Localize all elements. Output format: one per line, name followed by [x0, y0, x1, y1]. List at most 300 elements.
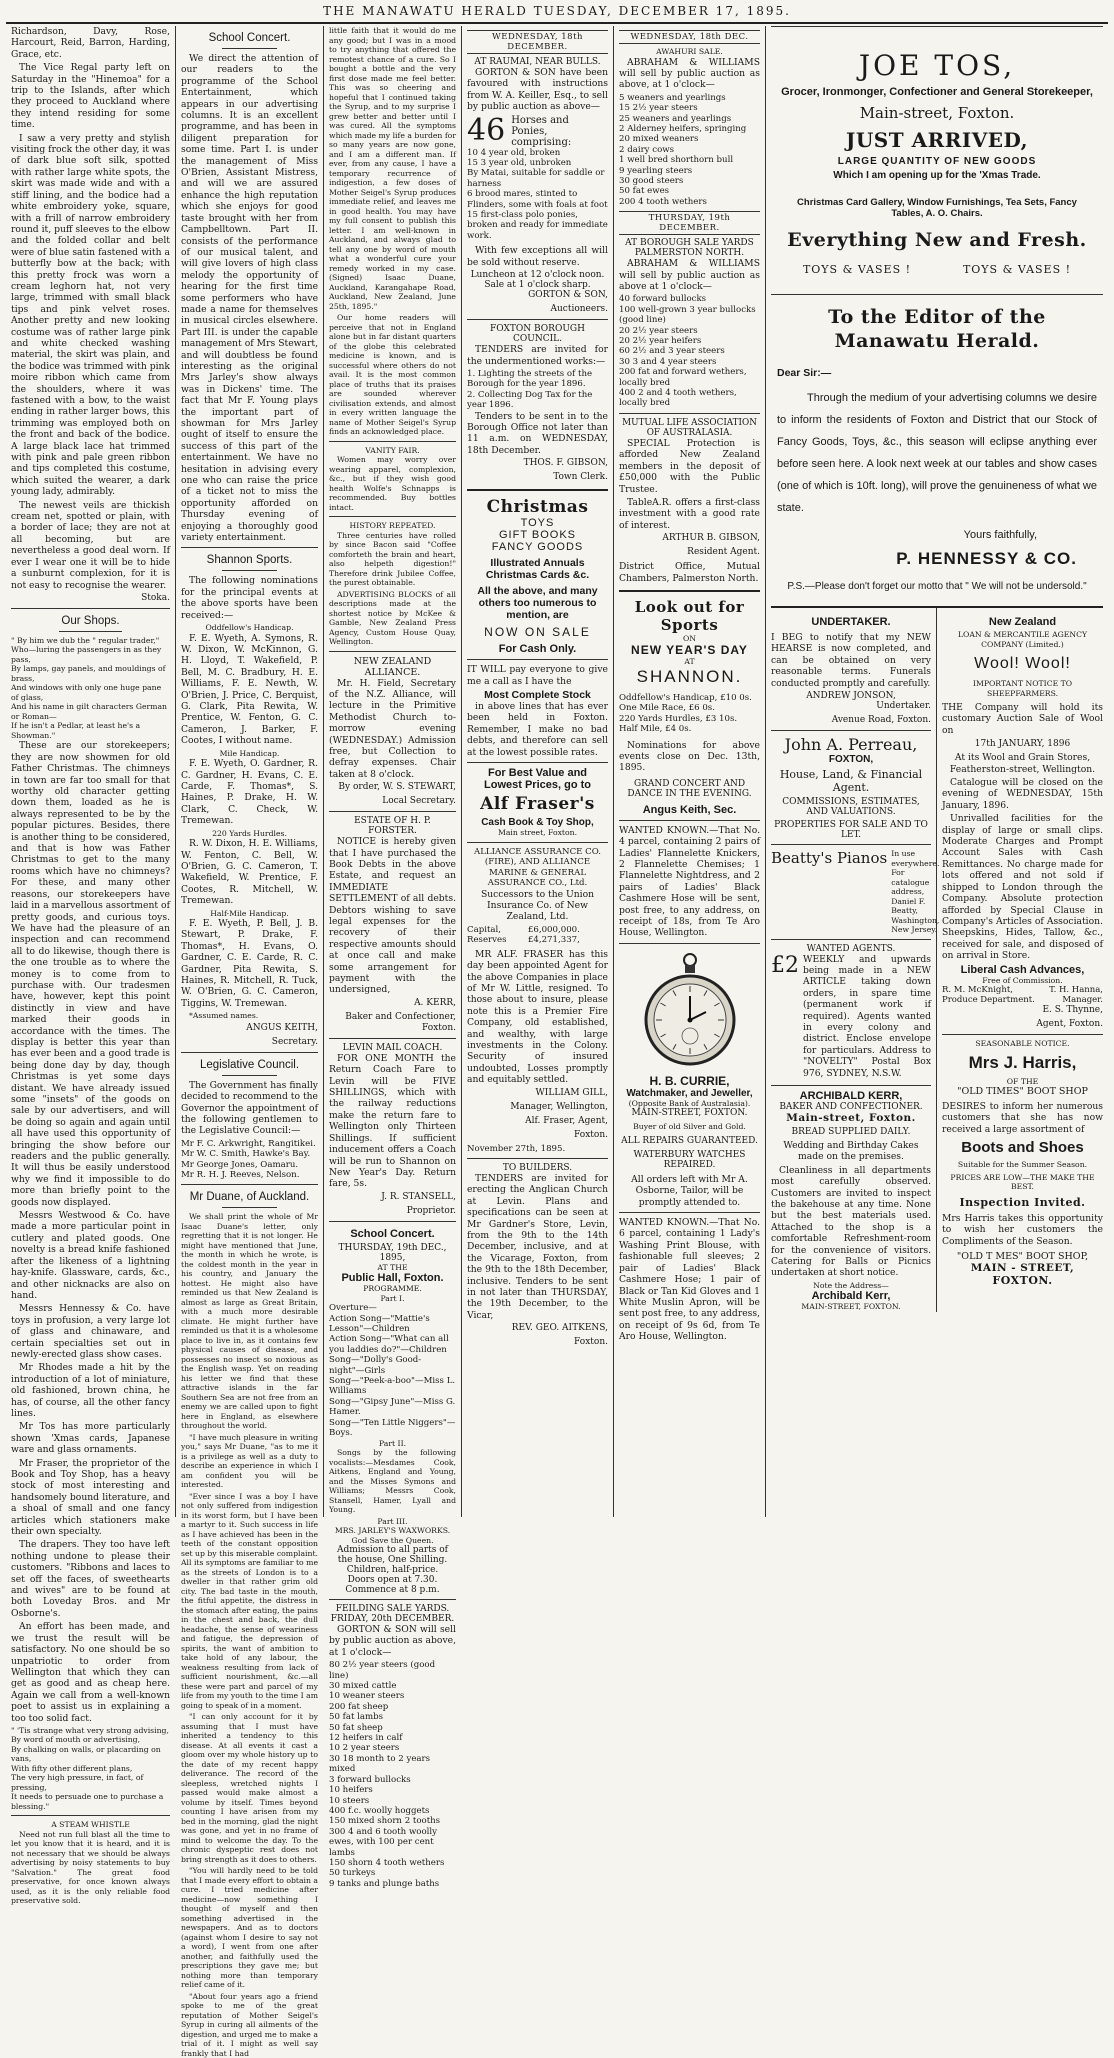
stock-item: 150 mixed shorn 2 tooths [329, 1816, 441, 1827]
poem-line: And windows with only one huge pane of glass, [11, 683, 162, 702]
vanity-fair-text: Women may worry over wearing apparel, complexion, &c., but if they wish good health Wolfe's Schnapps is recommended. Buy bottles intact. [329, 455, 456, 512]
poem-line: And his name in gilt characters German or Roman— [11, 702, 168, 721]
summer-season: Suitable for the Summer Season. [957, 1160, 1088, 1170]
signature: Avenue Road, Foxton. [831, 715, 931, 726]
harris-name: Mrs J. Harris, [968, 1052, 1077, 1072]
horses-label: Horses and Ponies, comprising: [511, 114, 572, 148]
stock-list [329, 1660, 456, 1889]
divider [467, 659, 608, 660]
poem-line: " By him we dub the " regular trader," [11, 635, 160, 645]
stock-item: 20 2½ year heifers [619, 336, 702, 347]
loan-company: LOAN & MERCANTILE AGENCY COMPANY (Limited.) [957, 630, 1088, 649]
look-out-heading: Look out for Sports [634, 597, 745, 634]
god-save-queen: God Save the Queen. [351, 1535, 434, 1545]
managers-row [942, 995, 1103, 1005]
council-name: Mr W. C. Smith, Hawke's Bay. [181, 1149, 311, 1160]
alliance-heading: NEW ZEALAND ALLIANCE. [353, 655, 432, 678]
steam-whistle-heading: A STEAM WHISTLE [51, 1820, 130, 1830]
old-times: "OLD TIMES" BOOT SHOP [957, 1086, 1088, 1098]
fraser-notice: MR ALF. FRASER has this day been appointed Agent for the above Companies in place of Mr W. Little, resigned. To those about to insure, please note this is a Premier Fire Company, old established, and wealthy, with large investments in the Colony. Security of insured undoubted, Losses promptly and equitably settled. [467, 948, 608, 1086]
alf-fraser: Alf Fraser's [480, 794, 595, 814]
signature: REV. GEO. AITKENS, [511, 1323, 608, 1334]
stock-item: 5 weaners and yearlings [619, 92, 726, 103]
reserves-label: Reserves [467, 935, 507, 946]
jonson-name: ANDREW JONSON, [806, 691, 896, 702]
signature: THOS. F. GIBSON, [523, 458, 608, 469]
lower-left-ads [771, 608, 940, 1312]
duane-end: Our home readers will perceive that not in England alone but in far distant quarters of the globe this celebrated medicine is known, and is successful where others do not avail. It is the most common place of truths that its praises are sounded wherever civilisation extends, and almost in every written language the name of Mother Seigel's Syrup finds an acknowledged place. [329, 313, 456, 436]
shannon-intro: The following nominations for the principal events at the above sports have been received:— [181, 575, 318, 621]
stock-item: 300 4 and 6 tooth woolly ewes, with 100 per cent lambs [329, 1826, 438, 1858]
history-heading: HISTORY REPEATED. [349, 521, 436, 530]
part2-text: Songs by the following vocalists:—Mesdames Cook, Aitkens, England and Young, and the Misses Symons and Williams; Messrs Cook, Stansell, Hamer, Lyall and Young. [329, 1448, 456, 1514]
column-6 [766, 26, 1108, 1517]
date-line: November 27th, 1895. [467, 1143, 566, 1154]
events-list [619, 693, 760, 735]
main-street: MAIN-STREET, FOXTON. [631, 1108, 748, 1119]
poem-line: By chalking on walls, or placarding on vans, [11, 1744, 161, 1764]
dear-sir: Dear Sir:— [777, 367, 832, 379]
stock-item: 100 well-grown 3 year bullocks (good line) [619, 304, 756, 326]
event-item: Half Mile, £4 0s. [619, 724, 692, 735]
stock-text: in above lines that has ever been held in Foxton. Remember, I make no bad debts, and therefore can sell at the lowest possible rates. [467, 700, 608, 758]
everything-new: Everything New and Fresh. [787, 229, 1087, 251]
divider [942, 1034, 1103, 1035]
our-shops-heading: Our Shops. [61, 614, 120, 627]
stock-item: 20 2½ year steers [619, 325, 698, 336]
part-label: Part II. [378, 1438, 407, 1448]
horse-item: 15 3 year old, unbroken [467, 158, 572, 169]
duane-text: "About four years ago a friend spoke to me of the great reputation of Mother Seigel's Syrup in curing all ailments of the digestion, and urged me to make a trial of it. I might as well say frankly that I had [181, 1991, 318, 2058]
signature: A. KERR, [414, 997, 456, 1008]
baker-label: BAKER AND CONFECTIONER. [779, 1102, 923, 1112]
stock-item: 50 fat lambs [329, 1712, 384, 1723]
admission: Admission to all parts of the house, One Shilling. [336, 1545, 449, 1565]
poem-line: By word of mouth or advertising, [11, 1735, 141, 1745]
tos-street: Main-street, Foxton. [859, 104, 1015, 122]
divider [467, 1158, 608, 1159]
divider [11, 1815, 170, 1816]
programme-item: Action Song—"What can all you laddies do?"—Children [329, 1334, 449, 1355]
main-street-footer: MAIN - STREET, [970, 1261, 1075, 1274]
hennessy-ad [771, 295, 1103, 608]
buyer-text: Buyer of old Silver and Gold. [633, 1122, 746, 1132]
divider [181, 547, 318, 548]
nz-heading: New Zealand [988, 616, 1057, 628]
stock-item: 50 fat sheep [329, 1722, 383, 1733]
bread-supplied: BREAD SUPPLIED DAILY. [791, 1127, 911, 1137]
horse-item: 10 4 year old, broken [467, 147, 561, 158]
shops-paragraph: Messrs Westwood & Co. have made a more particular point in cutlery and plated goods. One novelty is a bread knife fashioned after the likeness of a lightning hay-knife. Glassware, cards, &c., and other nicknacks are also on hand. [11, 1210, 170, 1301]
divider [59, 631, 123, 632]
sale-date-bar: THURSDAY, 19th DECEMBER. [619, 211, 760, 235]
signature: ARTHUR B. GIBSON, [662, 533, 760, 544]
programme-item: Action Song—"Mattie's Lesson"—Children [329, 1313, 430, 1335]
signature: Auctioneers. [550, 304, 608, 315]
pocket-watch-icon [644, 952, 736, 1070]
stock-item: 200 fat and forward wethers, locally bred [619, 367, 747, 388]
annuals: Illustrated Annuals Christmas Cards &c. [485, 557, 590, 582]
poem-line: If he isn't a Pedlar, at least he's a Showman." [11, 721, 141, 740]
best-value: For Best Value and [487, 767, 588, 779]
signature: Manager, Wellington, [510, 1101, 608, 1112]
stock-item: 20 mixed weaners [619, 134, 699, 145]
ps-text: P.S.—Please don't forget our motto that " We will not be undersold." [787, 581, 1087, 592]
capital-table [467, 925, 608, 946]
repairs-guaranteed: ALL REPAIRS GUARANTEED. [621, 1135, 758, 1146]
just-arrived: JUST ARRIVED, [845, 128, 1029, 152]
commissions: COMMISSIONS, ESTIMATES, AND VALUATIONS. [782, 797, 920, 818]
perreau-name: John A. Perreau, [784, 735, 918, 755]
column-5 [614, 26, 766, 1517]
tenders-text: TENDERS are invited for the undermentioned works:— [467, 344, 608, 367]
society-paragraph: The newest veils are thickish cream net, spotted or plain, with a border of lace; they are not at all becoming, but are nevertheless a good deal worn. If ever I wear one it will be to hide a sunburnt complexion, for it is not easy to recognise the wearer. [11, 499, 170, 591]
stock-item: 9 tanks and plunge baths [329, 1878, 440, 1889]
duane-text: "Ever since I was a boy I have not only suffered from indigestion in its worst form, but I have been a martyr to it. Such success in life as I have achieved has been in the teeth of the constant opposition set up by this miserable complaint. All its symptoms are familiar to me as the streets of London is to a dweller in that rather grim old city. The bad taste in the mouth, the fitful appetite, the distress in the stomach after eating, the pains in the chest and back, the dull headache, the sense of weariness and fatigue, the depression of spirits, the want of ambition to take hold of any labour, the weakness resulting from lack of sufficient nourishment, &c.—all these were part and parcel of my life from my youth to the time I am going to speak of in a moment. [181, 1491, 318, 1710]
joe-tos-ad [771, 26, 1103, 295]
signature: ANGUS KEITH, [246, 1022, 318, 1033]
programme-item: Song—"Peek-a-boo"—Miss L. Williams [329, 1376, 456, 1397]
company-text: THE Company will hold its customary Auction Sale of Wool on [942, 702, 1103, 736]
estate-heading: ESTATE OF H. P. FORSTER. [354, 816, 431, 837]
note-address: Note the Address— [813, 1280, 889, 1290]
shops-paragraph: Messrs Hennessy & Co. have toys in profusion, a very large lot of glass and chinaware, and certain specialties set out in newly-erected glass show cases. [11, 1303, 170, 1360]
stock-item: 200 4 tooth wethers [619, 196, 707, 207]
cash-book-shop: Cash Book & Toy Shop, [481, 817, 594, 828]
divider [771, 939, 931, 940]
shops-paragraph: Mr Fraser, the proprietor of the Book and Toy Shop, has a heavy stock of most interesting and handsomely bound literature, and a shoal of small and one fancy articles which stationers make their own specialty. [11, 1457, 170, 1538]
stock-item: 1 well bred shorthorn bull [619, 155, 734, 166]
legislative-council-heading: Legislative Council. [199, 1058, 300, 1071]
horse-item: 15 first-class polo ponies, broken and ready for immediate work. [467, 210, 608, 241]
stock-item: 15 2½ year steers [619, 103, 698, 114]
stock-item: 30 good steers [619, 175, 684, 186]
signature: Alf. Fraser, Agent, [525, 1115, 608, 1126]
shops-paragraph: Mr Tos has more particularly shown 'Xmas cards, Japanese ware and glass ornaments. [11, 1421, 170, 1456]
divider [222, 48, 277, 49]
society-paragraph: Richardson, Davy, Rose, Harcourt, Reid, Barron, Harding, Grace, etc. [11, 26, 170, 60]
divider [467, 762, 608, 763]
stock-item: 40 forward bullocks [619, 294, 707, 305]
works-item: 2. Collecting Dog Tax for the year 1896. [467, 389, 593, 411]
children-price: Children, half-price. [346, 1565, 439, 1575]
event-item: Oddfellow's Handicap, £10 0s. [619, 692, 752, 703]
beatty-name: Beatty's Pianos [771, 849, 888, 868]
history-text: Three centuries have rolled by since Bacon said "Coffee comforteth the brain and heart, also helpeth digestion!" Therefore drink Jubilee Coffee, the purest obtainable. [329, 530, 456, 587]
handicap-name: Oddfellow's Handicap. [205, 623, 294, 633]
handicap-name: 220 Yards Hurdles. [212, 828, 287, 838]
stock-item: 10 2 year steers [329, 1743, 400, 1754]
undertaker-heading: UNDERTAKER. [811, 616, 891, 628]
sale-time: Sale at 1 o'clock sharp. [484, 280, 591, 291]
pay-text: IT WILL pay everyone to give me a call as I have the [467, 664, 608, 687]
lower-ads [771, 608, 1103, 1312]
divider [222, 1075, 277, 1076]
hennessy-name: P. HENNESSY & CO. [896, 549, 1077, 568]
shops-paragraph: An effort has been made, and we trust the result will be satisfactory. No one should be so unpatriotic to order from Wellington that which they can get as good and as cheap here. Again we call from a well-known poet to assist us in explaining a too too solid fact. [11, 1621, 170, 1724]
programme-item: Song—"Ten Little Niggers"—Boys. [329, 1417, 456, 1439]
stock-item: 150 shorn 4 tooth wethers [329, 1857, 445, 1868]
poem-line: By lamps, gay panels, and mouldings of brass, [11, 664, 166, 683]
xmas-line: TOYS [520, 517, 555, 530]
kerr-street: Main-street, Foxton. [786, 1112, 916, 1124]
stock-item: 50 fat ewes [619, 186, 670, 197]
cakes-text: Wedding and Birthday Cakes made on the premises. [783, 1140, 919, 1163]
feilding-date: FRIDAY, 20th DECEMBER. [330, 1614, 455, 1624]
programme-label: PROGRAMME. [363, 1284, 422, 1294]
assumed-note: *Assumed names. [189, 1011, 259, 1021]
divider [329, 441, 456, 442]
most-complete-stock: Most Complete Stock [484, 688, 591, 701]
divider [771, 844, 931, 845]
concert-date: THURSDAY, 19th DEC., 1895, [338, 1242, 447, 1263]
wanted-known: WANTED KNOWN.—That No. 4 parcel, containing 2 pairs of Ladies' Flannelette Knickers, 2 Flannelette Chemises; 1 Flannelette Nightdress, and 2 pairs of Ladies' Black Cashmere Hose will be sent, post free, to any address, on receipt of 18s, from Te Aro House, Wellington. [619, 824, 760, 939]
feilding-heading: FEILDING SALE YARDS. [335, 1604, 450, 1614]
produce-dept: Produce Department. [942, 995, 1035, 1006]
boots-shoes: Boots and Shoes [961, 1139, 1084, 1157]
kerr-name: ARCHIBALD KERR, [799, 1090, 903, 1102]
concert-at: AT THE [377, 1262, 408, 1272]
card-gallery: Christmas Card Gallery, Window Furnishings, Tea Sets, Fancy Tables, A. O. Chairs. [797, 197, 1077, 219]
feilding-text: GORTON & SON will sell by public auction as above, at 1 o'clock— [329, 1624, 456, 1658]
xmas-trade: Which I am opening up for the 'Xmas Trade. [833, 170, 1041, 181]
stock-item: 3 forward bullocks [329, 1774, 411, 1785]
signature: Agent, Foxton. [1036, 1019, 1103, 1030]
borough-heading: FOXTON BOROUGH COUNCIL. [490, 324, 585, 345]
signature: Foxton. [574, 1129, 608, 1140]
estate-text: NOTICE is hereby given that I have purchased the Book Debts in the above Estate, and request an IMMEDIATE SETTLEMENT of all debts. Debtors wishing to save legal expenses for the recovery of their respective amounts should at once call and make some arrangement for payment with the undersigned, [329, 836, 456, 996]
district-office: District Office, Mutual Chambers, Palmerston North. [619, 561, 760, 584]
manager-label: Manager. [1062, 995, 1103, 1006]
masthead: THE MANAWATU HERALD TUESDAY, DECEMBER 17, 1895. [6, 0, 1108, 24]
handicap-entrants: F. E. Wyeth, P. Bell, J. B. Stewart, P. Drake, F. Thomas*, H. Evans, O. Gardner, C. E. Carde, R. C. Gardner, Pita Rewita, S. Haines, R. Mitchell, R. Tuck, W. O'Brien, G. C. Cameron, Tiggins, W. Tremewan. [181, 918, 318, 1009]
foxton-label: FOXTON, [828, 754, 874, 766]
divider [619, 943, 760, 944]
builders-heading: TO BUILDERS. [502, 1163, 573, 1173]
shops-paragraph: Mr Rhodes made a hit by the introduction of a lot of miniature, old fashioned, brown china, he has, of course, all the other fancy lines. [11, 1362, 170, 1419]
horses-count: 46 [467, 113, 506, 149]
divider [771, 1085, 931, 1086]
raumai-heading: AT RAUMAI, NEAR BULLS. [474, 57, 601, 67]
society-paragraph: I saw a very pretty and stylish visiting frock the other day, it was of dark blue soft silk, spotted with rather large white spots, the skirt was made wide and with a stiff lining, and the bodice had a white embroidery yoke, square, with a frill of narrow embroidery round it, puff sleeves to the elbow and the folded collar and belt were of blue satin fastened with a butterfly bow at the back; with this pretty frock was worn a cream leghorn hat, not very large, trimmed with small black tips and pink velvet roses. Another pretty and new looking costume was of rather large pink and white checked washing material, the skirt was plain, and the bodice was trimmed with pink moire ribbon which came from the shoulders, where it was fastened with a bow, to the waist ending in rather larger bows, this trimming was employed both on the front and back of the bodice. A large black lace hat trimmed with pink and pale green ribbon and tips completed this costume, which suited the wearer, a dark young lady, admirably. [11, 132, 171, 498]
lowest-prices: Lowest Prices, go to [484, 779, 591, 791]
all-above: All the above, and many others too numerous to mention, are [477, 585, 598, 622]
tos-trade: Grocer, Ironmonger, Confectioner and General Storekeeper, [781, 86, 1093, 98]
cleanliness-text: Cleanliness in all departments most carefully observed. Customers are invited to inspect the bakehouse at any time. None but the best materials used. Attached to the shop is a comfortable Refreshment-room for the convenience of visitors. Catering for Balls or Picnics undertaken at short notice. [771, 1164, 931, 1279]
signature: Foxton. [574, 1337, 608, 1348]
agents-ad [771, 954, 931, 1081]
divider [329, 1599, 456, 1600]
free-commission: Free of Commission. [982, 975, 1063, 985]
event-item: 220 Yards Hurdles, £3 10s. [619, 713, 738, 724]
works-item: 1. Lighting the streets of the Borough for the year 1896. [467, 368, 593, 390]
divider [619, 413, 760, 414]
poem-line: The very high pressure, in fact, of pressing, [11, 1773, 144, 1792]
signature: Secretary. [271, 1036, 318, 1047]
watchmaker-title: Watchmaker, and Jeweller, [626, 1087, 753, 1099]
stock-item: 400 f.c. woolly hoggets [329, 1805, 430, 1816]
jarley-waxworks: MRS. JARLEY'S WAXWORKS. [334, 1526, 451, 1535]
stock-item: 60 2½ and 3 year steers [619, 346, 725, 357]
column-3 [324, 26, 462, 1889]
letter-text: Through the medium of your advertising columns we desire to inform the residents of Foxton and District that our Stock of Fancy Goods, Toys, &c., this season will eclipse anything ever before seen here. A look next week at our tables and show cases (one of which is 10ft. long), will prove the genuineness of what we state. [777, 392, 1097, 514]
table-text: TableA.R. offers a first-class investment with a good rate of interest. [619, 496, 760, 531]
joe-tos-name: JOE TOS, [858, 49, 1016, 82]
prices-low: PRICES ARE LOW—THE MAKE THE BEST. [950, 1172, 1095, 1192]
divider [181, 1184, 318, 1185]
society-paragraph: The Vice Regal party left on Saturday in the "Hinemoa" for a trip to the Islands, after which they proceed to Auckland where they intend residing for some time. [11, 62, 170, 131]
desires-text: DESIRES to inform her numerous customers that she has now received a large assortment of [942, 1101, 1103, 1135]
exceptions: With few exceptions all will be sold without reserve. [467, 245, 608, 268]
coach-heading: LEVIN MAIL COACH. [342, 1042, 443, 1053]
stock-item: 10 weaner steers [329, 1691, 405, 1702]
gorton-text: GORTON & SON have been favoured with instructions from W. A. Keiller, Esq., to sell by public auction as above— [467, 67, 608, 113]
divider [329, 811, 456, 812]
council-text: The Government has finally decided to recommend to the Governor the appointment of the following gentlemen to the Legislative Council:— [181, 1079, 318, 1137]
cash-only: For Cash Only. [498, 643, 577, 656]
yours-faithfully: Yours faithfully, [963, 529, 1037, 541]
signature: Baker and Confectioner, Foxton. [345, 1011, 456, 1033]
signature: E. S. Thynne, [1042, 1005, 1103, 1016]
school-concert-text: We direct the attention of our readers to the programme of the School Entertainment, which appears in our advertising columns. It is an excellent programme, and has been in diligent preparation for some time. Part I. is under the management of Miss O'Brien, Assistant Mistress, and will we are assured enhance the high reputation which she enjoys for good taste brought with her from Campbelltown. Part II. consists of the performance of our musical talent, and will give lovers of high class melody the opportunity of hearing for the first time some performers who have made a name for themselves in musical circles elsewhere. Part III. is under the capable management of Mrs Stewart, and will doubtless be found interesting as the original Mrs Jarley's show always was in Dickens' time. The fact that Mr F. Young plays the important part of showman for Mrs Jarley ought of itself to ensure the success of this part of the entertainment. We have no hesitation in advising every one who can raise the price of a ticket not to miss the opportunity afforded on Thursday evening of enjoying a thoroughly good variety entertainment. [181, 53, 318, 544]
of-the: OF THE [1006, 1076, 1039, 1086]
tenders-text: Tenders to be sent in to the Borough Office not later than 11 a.m. on WEDNESDAY, 18th December. [467, 410, 608, 456]
borough-yards-heading: AT BOROUGH SALE YARDS PALMERSTON NORTH. [625, 238, 754, 259]
duane-continued: little faith that it would do me any good; but I was in a mood to try anything that offered the remotest chance of a cure. So I bought a bottle and the very first dose made me feel better. This was so cheering and hopeful that I continued taking the Syrup, and to my surprise I grew better and better until I was cured. All the symptoms which made my life a burden for so many years are now gone, and I am a different man. If ever, from any cause, I have a temporary recurrence of indigestion, a few doses of Mother Seigel's Syrup produces immediate relief, and leaves me in good health. You may have my full consent to publish this letter. I am well-known in Auckland, and always glad to tell any one by word of mouth what a wonderful cure your remedy worked in my case. (Signed) Isaac Duane, Auckland, Karangahape Road, Auckland, New Zealand, June 25th, 1895." [329, 26, 456, 311]
reserves-value: £4,271,337, [527, 935, 580, 946]
kerr-address: MAIN-STREET, FOXTON. [801, 1302, 901, 1312]
house-land: House, Land, & Financial Agent. [779, 768, 923, 795]
signature: Town Clerk. [553, 472, 608, 483]
poem-line: Who—luring the passengers in as they pass, [11, 645, 162, 664]
osborne-text: All orders left with Mr A. Osborne, Tailor, will be promptly attended to. [631, 1173, 748, 1208]
poem-line: It needs to persuade one to purchase a blessing." [11, 1792, 164, 1811]
column-4 [462, 26, 614, 1517]
opposite-bank: (Opposite Bank of Australasia). [628, 1098, 751, 1108]
xmas-line: FANCY GOODS [491, 541, 584, 554]
main-street: Main street, Foxton. [497, 828, 578, 837]
capital-value: £6,000,000. [527, 924, 580, 935]
duane-text: "I have much pleasure in writing you," says Mr Duane, "as to me it is a privilege as well as a duty to describe an experience in which I am confident you will be interested. [181, 1432, 318, 1490]
managers-row [942, 985, 1103, 995]
signature: WILLIAM GILL, [535, 1087, 608, 1098]
capital-label: Capital, [467, 924, 502, 935]
alliance-insurance-heading: ALLIANCE ASSURANCE CO. (FIRE), AND ALLIANCE MARINE & GENERAL ASSURANCE CO., Ltd. [473, 846, 602, 888]
on-label: ON [682, 633, 697, 643]
large-quantity: LARGE QUANTITY OF NEW GOODS [837, 156, 1037, 167]
handicap-name: Half-Mile Handicap. [210, 908, 289, 918]
agents-amount: £2 [771, 952, 799, 978]
signature: Undertaker. [876, 701, 931, 712]
poem [11, 1726, 170, 1812]
poem [11, 636, 170, 741]
steam-whistle-text: Need not run full blast all the time to let you know that it is heard, and it is not necessary that we should be always advertising by noisy statements to buy "Salvation." The great food preservative, for once known always used, as it is the only reliable food preservative sold. [11, 1829, 170, 1906]
shannon-heading: SHANNON. [636, 666, 743, 686]
council-name: Mr R. H. J. Reeves, Nelson. [181, 1170, 300, 1181]
divider [11, 608, 170, 609]
columns [6, 26, 1108, 2058]
divider [467, 842, 608, 843]
shops-paragraph: These are our storekeepers; they are now showmen for old Father Christmas. The chimneys in town are far too small for that worthy old character getting down them, loaded as he is always represented to be by the popular pictures. Besides, there is another thing to be considered, and that is how was Father Christmas to get to the many rooms which have no chimneys? For these, and many other reasons, our storekeepers have laid in a marvellous assortment of pretty goods, and curious toys. We have had the pleasure of an inspection and can recommend all to do likewise, though there is the one trouble as to where the money is to come from to purchase with. Our tradesmen have, however, kept this point distinctly in view and have marked their goods in accordance with the times. The display is better this year than has ever been and a good trade is being done day by day, though Christmas is yet some days distant. We have already issued some "insets" of the goods on sale by our advertisers, and will be doing so again and again until all have used this opportunity of bringing the show before our readers and the public generally. It will thus be easily understood why we find it impossible to do more than briefly point to the goods now displayed. [11, 740, 170, 1208]
abraham-text: ABRAHAM & WILLIAMS will sell by public auction as above at 1 o'clock— [619, 258, 760, 292]
special-text: SPECIAL Protection is afforded New Zealand members in the deposit of £50,000 with the Public Trustee. [619, 437, 760, 495]
currie-name: H. B. CURRIE, [649, 1073, 730, 1088]
divider [467, 489, 608, 491]
kerr-signature: Archibald Kerr, [811, 1290, 891, 1303]
stock-item: 2 dairy cows [619, 144, 675, 155]
sale-date-bar: WEDNESDAY, 18th DEC. [619, 30, 760, 44]
divider [222, 570, 277, 571]
alliance-text: Mr. H. Field, Secretary of the N.Z. Alliance, will lecture in the Primitive Methodist Church to-morrow evening (WEDNESDAY.) Admission free, but Collection to defray expenses. Chair taken at 8 o'clock. [329, 677, 456, 780]
christmas-heading: Christmas [486, 497, 589, 518]
seasonable-notice: SEASONABLE NOTICE. [975, 1039, 1070, 1049]
divider [329, 1221, 456, 1222]
programme-item: Overture— [329, 1303, 377, 1314]
harris-takes: Mrs Harris takes this opportunity to wish her customers the Compliments of the Season. [942, 1212, 1103, 1247]
properties: PROPERTIES FOR SALE AND TO LET. [774, 820, 928, 841]
signature: Local Secretary. [382, 796, 456, 807]
divider [329, 516, 456, 517]
column-2 [176, 26, 324, 2058]
toys-vases: TOYS & VASES ! [962, 263, 1072, 276]
part-label: Part I. [380, 1293, 405, 1303]
wool-heading: Wool! Wool! [974, 655, 1071, 672]
signature: Proprietor. [406, 1205, 456, 1216]
agents-heading: WANTED AGENTS. [806, 943, 896, 954]
unrivalled-text: Unrivalled facilities for the display of large or small clips. Moderate Charges and Prompt Account Sales with Cash Remittances. No charge made for lots offered and not sold if shipped to London through the Company. Absolute protection afforded by Special Clause in Company's Articles of Association. Sheepskins, Hides, Tallow, &c., received for sale, and disposed of on arrival in Store. [942, 813, 1103, 962]
horses-headline [467, 115, 608, 148]
poem-line: " 'Tis strange what very strong advising, [11, 1725, 169, 1735]
stock-item: 10 heifers [329, 1785, 373, 1796]
duane-text: "I can only account for it by assuming that I must have inherited a tendency to this disease. At all events it cast a gloom over my whole history up to the date of my recent happy deliverance. The record of the sleepless, wretched nights I passed would make almost a volume by itself. Times beyond counting I have arisen from my bed in the morning, glad the night was gone, and yet in no frame of mind to welcome the day. To the chronic dyspeptic rest does not bring strength as it does to others. [181, 1712, 318, 1864]
council-name: Mr George Jones, Oamaru. [181, 1159, 299, 1170]
stock-item: 9 yearling steers [619, 165, 693, 176]
lower-right-ads [937, 608, 1103, 1312]
shops-paragraph: The drapers. They too have left nothing undone to please their customers. "Ribbons and laces to set off the faces, of sweethearts and wives" are to be found at both Loveday Bros. and Mr Osborne's. [11, 1539, 170, 1619]
table-row [467, 935, 608, 946]
stock-item: 2 Alderney heifers, springing [619, 123, 747, 134]
hanna: T. H. Hanna, [1049, 985, 1103, 996]
part-label: Part III. [377, 1516, 408, 1526]
editor-heading: To the Editor of the Manawatu Herald. [828, 306, 1046, 352]
adv-blocks-text: ADVERTISING BLOCKS of all descriptions made at the shortest notice by McKee & Gamble, New Zealand Press Agency, Custom House Quay, Wellington. [329, 589, 456, 646]
table-row [467, 925, 608, 936]
shannon-sports-heading: Shannon Sports. [206, 554, 293, 567]
old-times-footer: "OLD T MES" BOOT SHOP, [956, 1250, 1089, 1262]
signature: By order, W. S. STEWART, [338, 782, 456, 793]
stock-item: 30 3 and 4 year steers [619, 356, 717, 367]
foxton-footer: FOXTON. [992, 1273, 1053, 1287]
stock-item: 30 mixed cattle [329, 1681, 397, 1692]
handicap-name: Mile Handicap. [219, 748, 280, 758]
waterbury: WATERBURY WATCHES REPAIRED. [633, 1149, 746, 1170]
inspection-invited: Inspection Invited. [959, 1195, 1086, 1209]
signature: GORTON & SON, [528, 290, 608, 301]
concert-venue: Public Hall, Foxton. [341, 1272, 444, 1285]
toys-vases-row [777, 263, 1097, 276]
mutual-life-heading: MUTUAL LIFE ASSOCIATION OF AUSTRALASIA. [622, 417, 757, 438]
divider [467, 319, 608, 320]
toys-vases: TOYS & VASES ! [802, 263, 912, 276]
beatty-ad [771, 849, 940, 935]
stock-item: 400 2 and 4 tooth wethers, locally bred [619, 388, 737, 409]
awahuri-heading: AWAHURI SALE. [656, 47, 723, 56]
mr-duane-heading: Mr Duane, of Auckland. [189, 1191, 310, 1204]
xmas-line: GIFT BOOKS [498, 529, 577, 542]
divider [329, 651, 456, 652]
doors-open: Doors open at 7.30. Commence at 8 p.m. [345, 1575, 440, 1595]
programme-item: Song—"Gipsy June"—Miss G. Hamer. [329, 1396, 456, 1418]
